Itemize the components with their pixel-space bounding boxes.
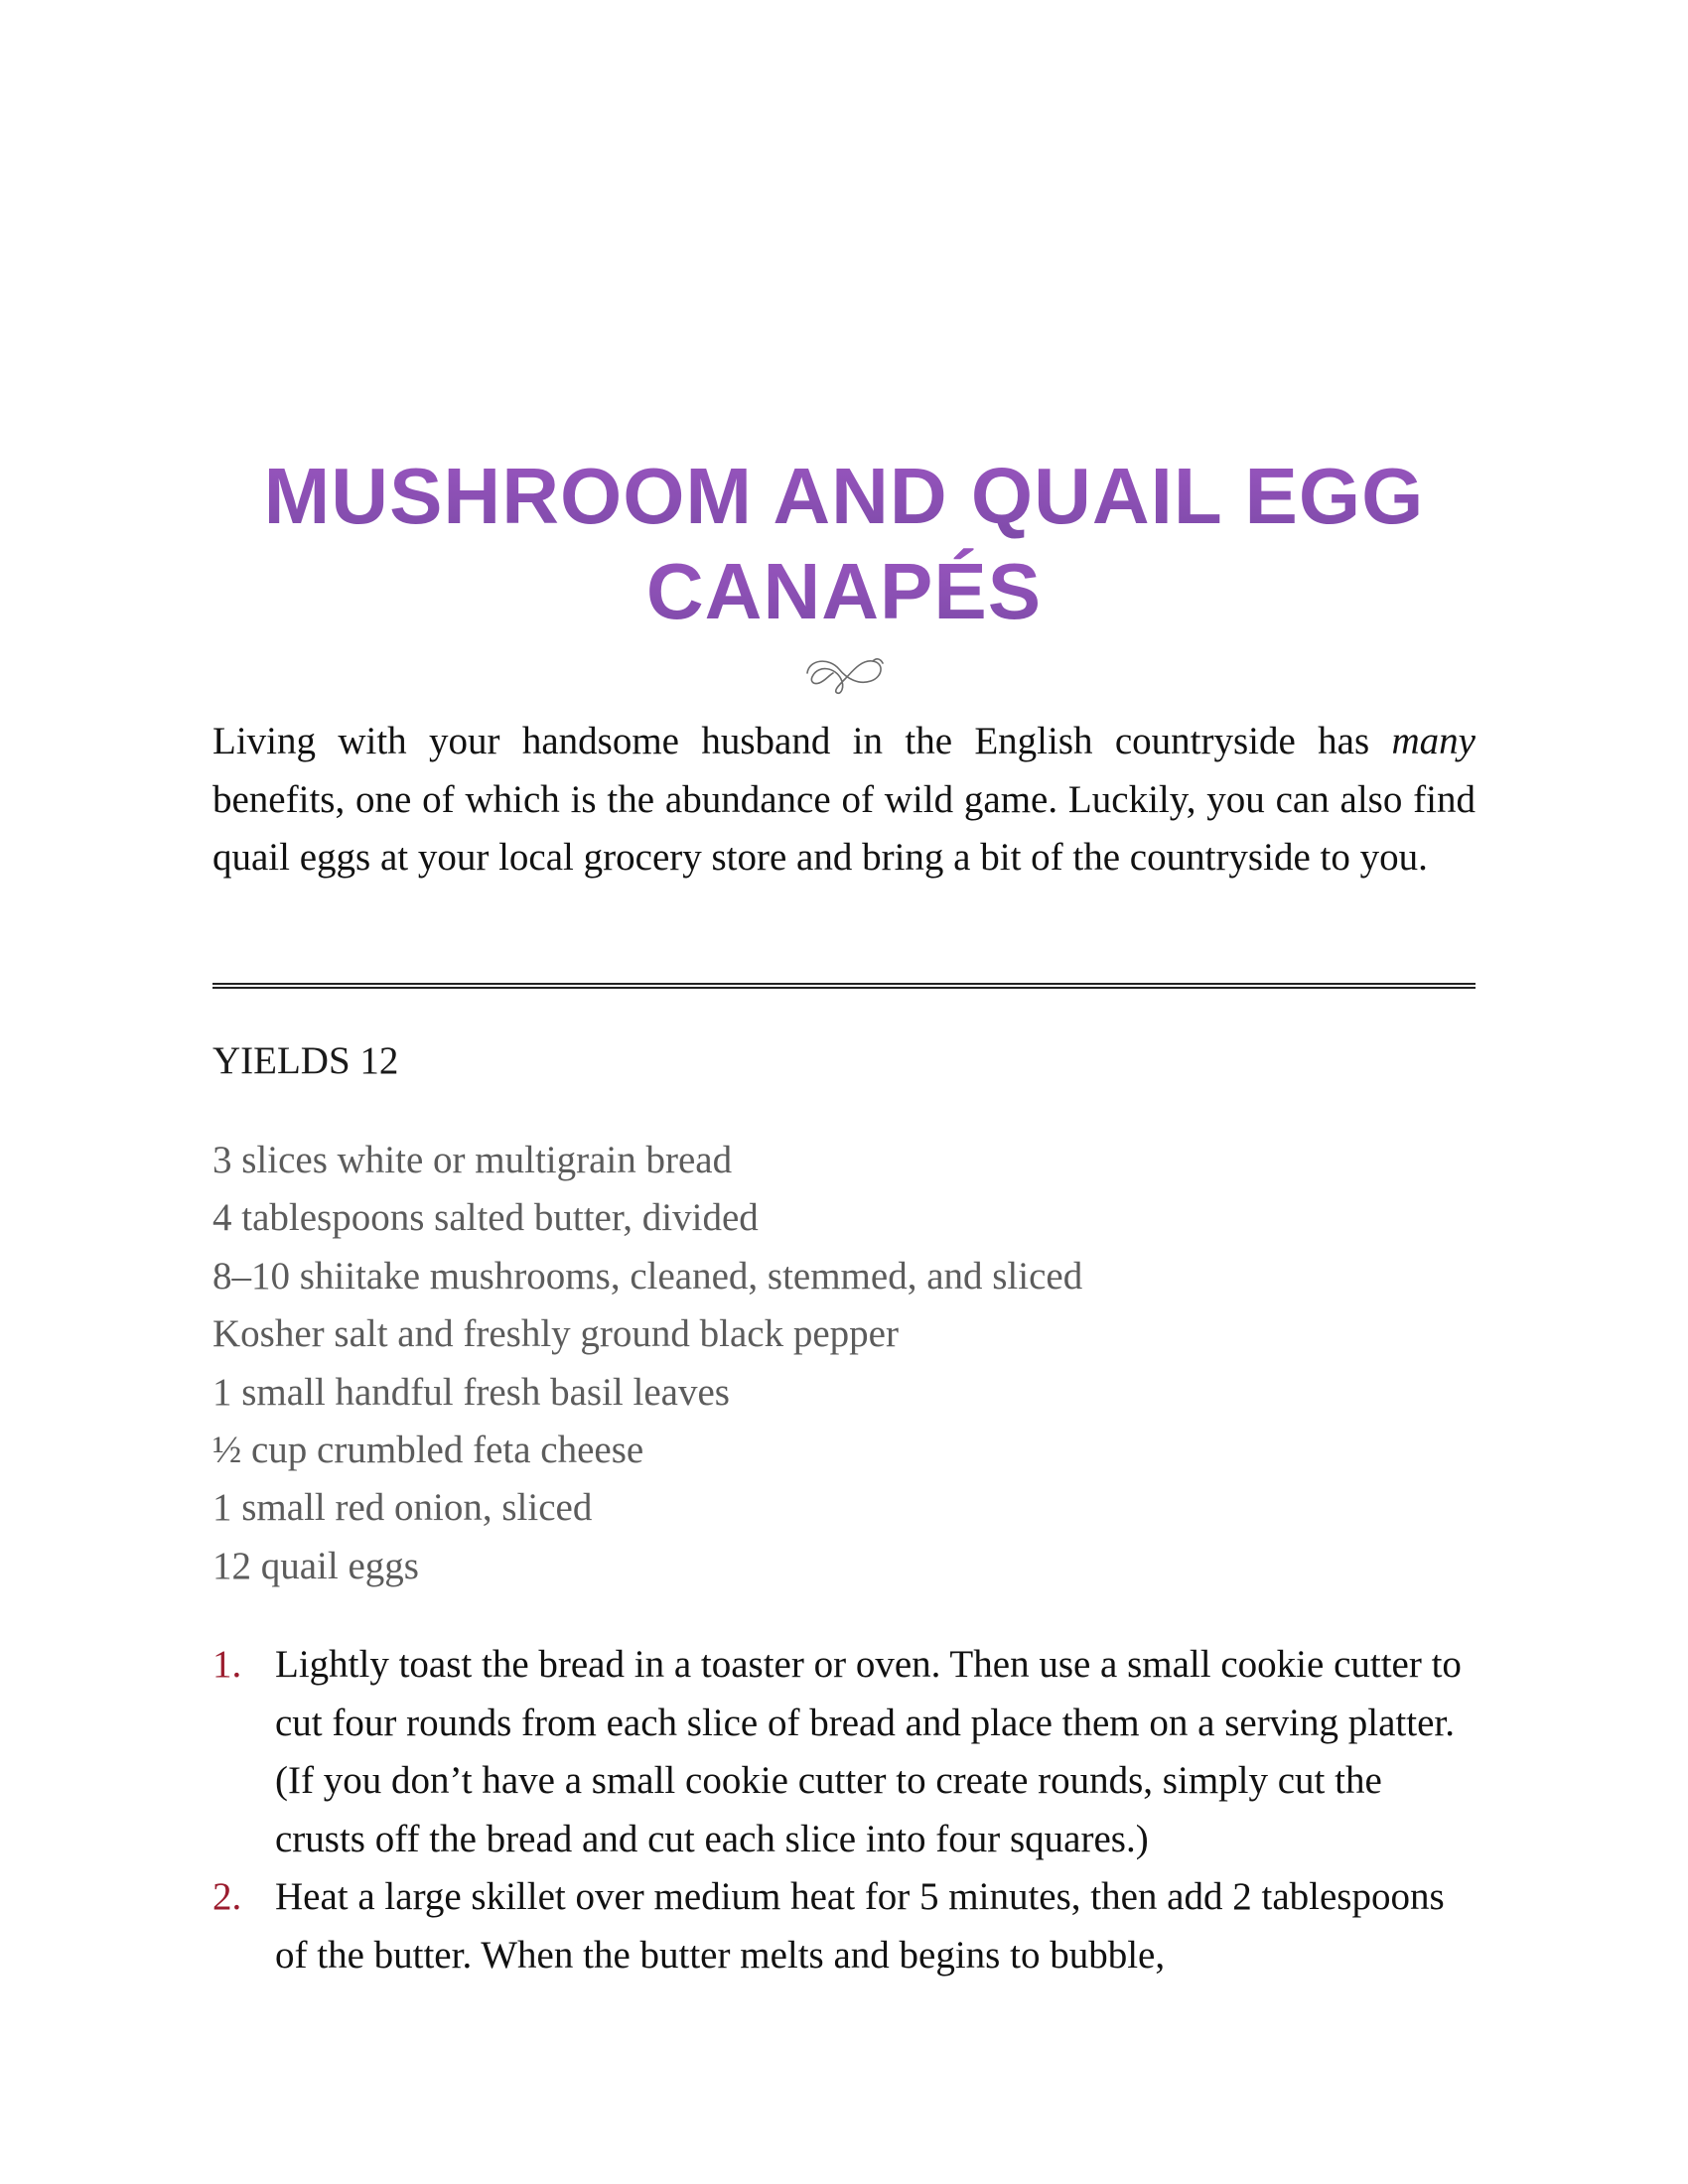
step-text: Lightly toast the bread in a toaster or oven. Then use a small cookie cutter to cut four rounds from each slice of bread and place them on a serving platter. (If you don’t have a small cookie cutter to create rounds, simply cut the crusts off the bread and cut each slice into four squares.): [275, 1643, 1462, 1860]
ingredient-item: 4 tablespoons salted butter, divided: [212, 1196, 759, 1240]
ingredient-item: 3 slices white or multigrain bread: [212, 1139, 733, 1181]
ingredient-item: 1 small handful fresh basil leaves: [212, 1370, 730, 1414]
ingredient-list: [212, 1132, 1082, 1595]
recipe-intro: [212, 713, 1476, 887]
flourish-ornament-icon: [799, 645, 889, 699]
recipe-title-line-2: CANAPÉS: [212, 544, 1476, 639]
ingredient-item: ½ cup crumbled feta cheese: [212, 1429, 644, 1472]
ingredient-item: 1 small red onion, sliced: [212, 1486, 593, 1530]
recipe-title-line-1: MUSHROOM AND QUAIL EGG: [212, 449, 1476, 544]
intro-text-end: benefits, one of which is the abundance of wild game. Luckily, you can also find quail eggs at your local grocery store and bring a bit of the countryside to you.: [212, 777, 1476, 879]
instruction-step: [212, 1636, 1476, 1868]
double-rule-divider: [212, 983, 1476, 989]
instruction-step: [212, 1868, 1476, 1984]
intro-text-start: Living with your handsome husband in the English countryside has: [212, 720, 1392, 762]
ingredient-item: Kosher salt and freshly ground black pepper: [212, 1312, 899, 1356]
recipe-title: [212, 449, 1476, 639]
step-text: Heat a large skillet over medium heat for 5 minutes, then add 2 tablespoons of the butter. When the butter melts and begins to bubble,: [275, 1875, 1445, 1977]
recipe-page: [212, 0, 1476, 2184]
step-number: 2.: [212, 1875, 242, 1918]
ingredient-item: 8–10 shiitake mushrooms, cleaned, stemmed, and sliced: [212, 1254, 1083, 1297]
step-number: 1.: [212, 1643, 242, 1686]
intro-emphasis: many: [1391, 720, 1476, 762]
ingredient-item: 12 quail eggs: [212, 1544, 419, 1587]
instruction-list: [212, 1636, 1476, 1984]
recipe-yield: YIELDS 12: [212, 1039, 399, 1082]
